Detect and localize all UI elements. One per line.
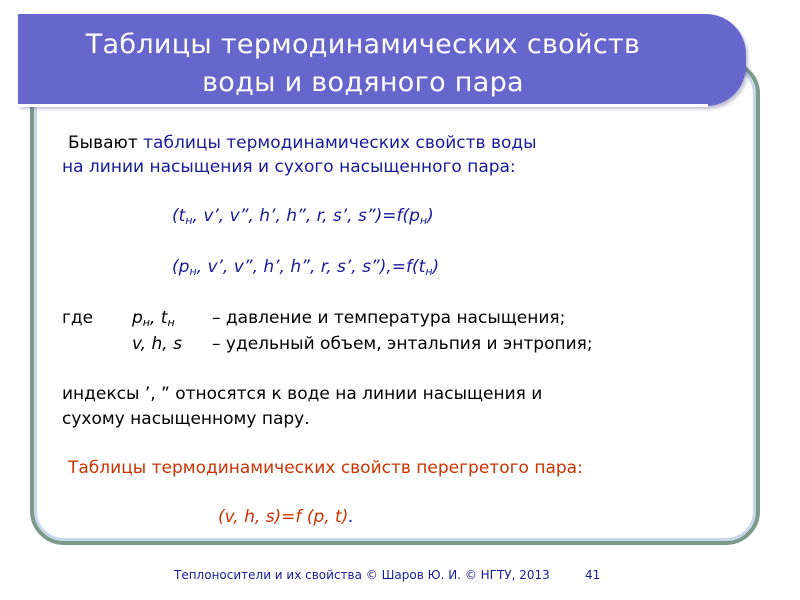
title-underline [18,104,708,107]
formula1-sub1: н [185,214,193,227]
where-symbols-pt [132,307,175,331]
slide-number: 41 [585,568,601,582]
title-line-2: воды и водяного пара [202,67,524,98]
title-line-1: Таблицы термодинамических свойств [85,29,641,60]
formula2-sub1: н [189,265,197,278]
footer-text: Теплоносители и их свойства © Шаров Ю. И. © НГТУ, 2013 [174,568,550,582]
formula2-sub2: н [425,265,433,278]
slide-title [18,26,708,102]
indices-line-2: сухому насыщенному пару. [62,409,310,429]
formula2-part2: , v’, v”, h’, h”, r, s’, s”),=f(t [196,257,426,277]
formula1-sub2: н [419,214,428,227]
formula-saturation-by-pressure [172,205,434,229]
intro-rest: таблицы термодинамических свойств воды [143,133,537,153]
formula1-part1: (t [172,206,186,226]
symbol-p-sub: н [142,316,150,329]
indices-line-1: индексы ’, ” относятся к воде на линии насыщения и [62,384,543,404]
superheated-formula-text: (v, h, s)=f (p, t) [218,507,349,527]
formula2-part3: ) [432,257,440,277]
superheated-formula [218,506,354,528]
formula-saturation-by-temperature [172,256,439,280]
intro-first-word: Бывают [68,133,138,153]
intro-line-2: на линии насыщения и сухого насыщенного пара: [62,157,516,177]
formula1-part3: ) [427,206,434,226]
intro-line-1 [68,132,537,154]
symbol-p: p [132,308,143,328]
symbol-t-sub: н [167,316,175,329]
where-desc-pt: – давление и температура насыщения; [212,308,566,328]
superheated-heading: Таблицы термодинамических свойств перегретого пара: [68,458,583,478]
where-symbols-vhs: v, h, s [132,334,182,354]
formula2-part1: (p [172,257,190,277]
where-desc-vhs: – удельный объем, энтальпия и энтропия; [212,334,593,354]
superheated-formula-end: . [348,507,354,527]
formula1-part2: , v’, v”, h’, h”, r, s’, s”)=f(p [192,206,420,226]
where-word: где [62,308,94,328]
symbol-t: , t [150,308,168,328]
